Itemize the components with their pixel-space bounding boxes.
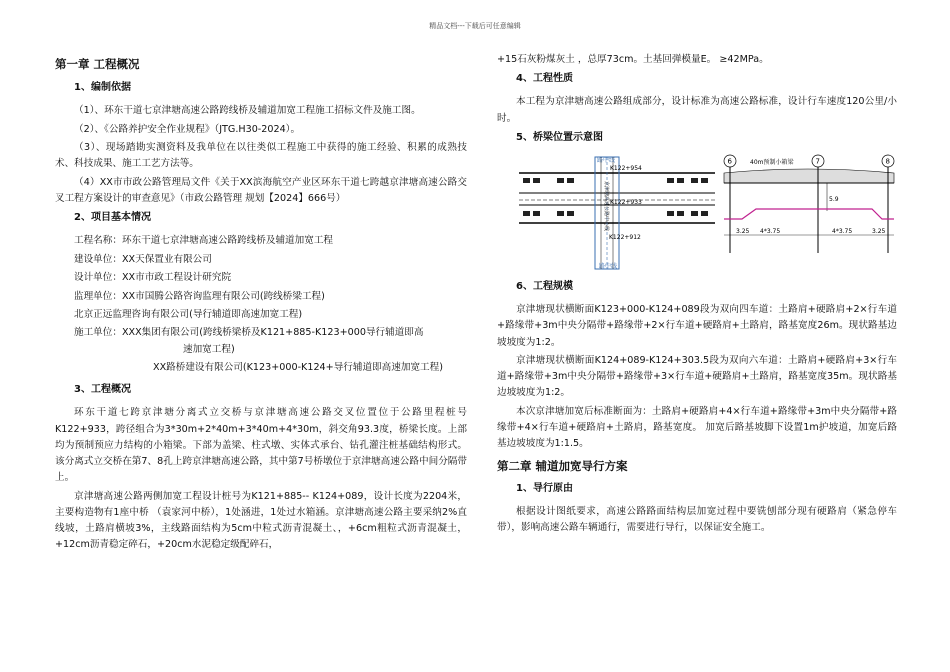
page-header: 精品文档---下载后可任意编辑 (429, 22, 521, 30)
section-4-title: 4、工程性质 (516, 73, 573, 85)
pier-8-label: 8 (885, 157, 890, 166)
section-1-title: 1、编制依据 (74, 82, 131, 94)
section-2-title: 2、项目基本情况 (74, 212, 151, 224)
bridge-location-figures (497, 153, 897, 273)
highway-centerline-label: 京津塘高速公路中心线 (603, 181, 609, 232)
clearance-height: 5.9 (829, 196, 839, 204)
basis-item-4: （4）XX市市政公路管理局文件《关于XX滨海航空产业区环东干道七跨越京津塘高速公路交叉工程方案设计的审查意见》（市政公路管理 规划【2024】666号） (55, 176, 467, 204)
dim-4: 3.25 (872, 228, 886, 236)
overview-paragraph-2: 京津塘高速公路两侧加宽工程设计桩号为K121+885-- K124+089，设计长度为2204米，主要构造物有1座中桥 （袁家河中桥），1处涵进，1处过水箱涵。京津塘高速公路主要采纳2%直线坡，土路肩横坡3%，主线路面结构为5cm中粒式沥青混凝土、，+6cm粗粒式沥青混凝土，+12cm沥青稳定碎石，+20cm水泥稳定级配碎石， (55, 490, 467, 551)
dim-2: 4*3.75 (760, 228, 781, 236)
section-6-title: 6、工程规模 (516, 281, 573, 293)
box-girder-label: 40m预制小箱梁 (750, 159, 794, 167)
scale-paragraph-1: 京津塘现状横断面K123+000-K124+089段为双向四车道：土路肩+硬路肩+2×行车道+路缘带+3m中央分隔带+路缘带+2×行车道+硬路肩+土路肩，路基宽度26m。现状路基边坡坡度为1:2。 (497, 304, 897, 348)
section-3-title: 3、工程概况 (74, 384, 131, 396)
pier-7-label: 7 (815, 157, 820, 166)
plan-drawing (517, 153, 717, 273)
chainage-954: K122+954 (610, 165, 642, 173)
continued-text: +15石灰粉煤灰土 ，总厚73cm。土基回弹模量E。 ≥42MPa。 (497, 54, 769, 65)
elevation-drawing (722, 153, 897, 273)
overview-paragraph-1: 环东干道七跨京津塘分离式立交桥与京津塘高速公路交叉位置位于公路里程桩号K122+933，跨径组合为3*30m+2*40m+3*40m+4*30m，斜交角93.3度，桥梁长度。上部均为预制预应力结构的小箱梁。下部为盖梁、柱式墩、实体式承台、钻孔灌注桩基础结构形式。该分离式立交桥在第7、8孔上跨京津塘高速公路，其中第7号桥墩位于京津塘高速公路中间分隔带上。 (55, 407, 467, 484)
section-2-1-title: 1、导行原由 (516, 482, 573, 494)
chapter-2-title: 第二章 辅道加宽导行方案 (497, 459, 628, 474)
pier-6-label: 6 (727, 157, 732, 166)
scale-paragraph-3: 本次京津塘加宽后标准断面为：土路肩+硬路肩+4×行车道+路缘带+3m中央分隔带+路缘带+4×行车道+硬路肩+土路肩，路基宽度。 加宽后路基坡脚下设置1m护坡道，加宽后路基边坡坡度为1:1.5。 (497, 405, 897, 450)
chainage-933: K122+933 (610, 199, 642, 207)
basis-item-1: （1）、环东干道七京津塘高速公路跨线桥及辅道加宽工程施工招标文件及施工图。 (74, 105, 421, 117)
dim-3: 4*3.75 (832, 228, 853, 236)
nature-paragraph: 本工程为京津塘高速公路组成部分，设计标准为高速公路标准，设计行车速度120公里/小时。 (497, 96, 897, 124)
right-column (497, 52, 897, 538)
project-name: 工程名称：环东干道七京津塘高速公路跨线桥及辅道加宽工程 (74, 235, 334, 247)
basis-item-2: （2）、《公路养护安全作业规程》（JTG.H30-2024）。 (74, 123, 301, 135)
supervisor-unit-2: 北京正远监理咨询有限公司(导行辅道即高速加宽工程) (74, 308, 303, 320)
contractor-a-line2: 速加宽工程) (183, 343, 235, 355)
supervisor-unit: 监理单位：XX市国腾公路咨询监理有限公司(跨线桥梁工程) (74, 290, 325, 302)
contractor-unit-a (74, 325, 467, 357)
top-centerline-label: 路中线 (597, 157, 616, 165)
builder-unit: 建设单位：XX天保置业有限公司 (74, 253, 212, 265)
contractor-unit-b: XX路桥建设有限公司(K123+000-K124+导行辅道即高速加宽工程) (153, 361, 443, 373)
left-column (55, 52, 467, 556)
bottom-centerline-label: 路中线 (599, 263, 618, 271)
designer-unit: 设计单位：XX市市政工程设计研究院 (74, 272, 232, 284)
section-5-title: 5、桥梁位置示意图 (516, 131, 603, 143)
dim-1: 3.25 (736, 228, 750, 236)
contractor-a-line1: 施工单位：XXX集团有限公司(跨线桥梁桥及K121+885-K123+000导行辅道即高 (74, 327, 424, 339)
basis-item-3: （3）、现场踏勘实测资料及我单位在以往类似工程施工中获得的施工经验、积累的成熟技术、科技成果、施工工艺方法等。 (55, 142, 467, 170)
chainage-912: K122+912 (609, 234, 641, 242)
guidance-reason-paragraph: 根据设计图纸要求，高速公路路面结构层加宽过程中要铣刨部分现有硬路肩（紧急停车带），影响高速公路车辆通行，需要进行导行，以保证安全施工。 (497, 505, 897, 534)
scale-paragraph-2: 京津塘现状横断面K124+089-K124+303.5段为双向六车道：土路肩+硬路肩+3×行车道+路缘带+3m中央分隔带+路缘带+3×行车道+硬路肩+土路肩，路基宽度35m。现状路基边坡坡度为1:2。 (497, 355, 897, 399)
chapter-1-title: 第一章 工程概况 (55, 57, 140, 71)
